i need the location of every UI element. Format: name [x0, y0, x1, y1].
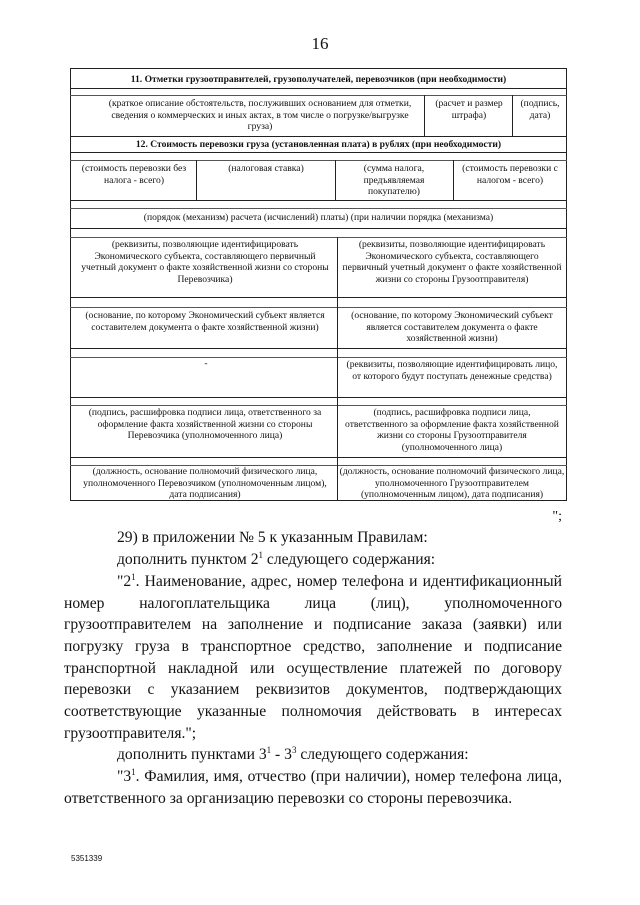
item-2-1-line-8: грузоотправителя."; — [64, 725, 197, 742]
cost-with-tax-label: (стоимость перевозки с налогом - всего) — [462, 163, 558, 186]
basis-left-label: (основание, по которому Экономический субъект является составителем документа о факте хозяйственной жизни) — [85, 310, 325, 333]
paragraph-29: 29) в приложении № 5 к указанным Правилам: — [117, 529, 428, 546]
item-2-1-line-3: грузоотправителем на заполнение и подписание заказа (заявки) или — [64, 616, 562, 633]
carrier-position-label: (должность, основание полномочий физического лица, уполномоченного Перевозчиком (уполномоченным лицом), дата подписания) — [83, 466, 327, 501]
section-11-title: 11. Отметки грузоотправителей, грузополучателей, перевозчиков (при необходимости) — [130, 74, 507, 85]
fine-calc-label: (расчет и размер штрафа) — [435, 98, 503, 121]
add-item-2-1: дополнить пунктом $2^1$ следующего содержания: — [117, 549, 436, 568]
empty-mark: - — [204, 358, 208, 369]
item-3-1-line-2: ответственного за организацию перевозки со стороны перевозчика. — [64, 790, 513, 807]
item-2-1-line-5: транспортной накладной или осуществление платежей по договору — [64, 660, 562, 677]
carrier-signature-label: (подпись, расшифровка подписи лица, ответственного за оформление факта хозяйственной жизни со стороны Перевозчика (уполномоченного лица) — [88, 407, 322, 442]
section-12-title: 12. Стоимость перевозки груза (установленная плата) в рублях (при необходимости) — [135, 139, 502, 150]
shipper-position-label: (должность, основание полномочий физического лица, уполномоченного Грузоотправителем (уполномоченным лицом), дата подписания) — [339, 466, 565, 501]
calc-order-label: (порядок (механизм) расчета (исчислений) платы) (при наличии порядка (механизма) — [143, 212, 494, 223]
item-2-1-line-4: погрузку груза в транспортное средство, заполнение и подписание — [64, 638, 562, 655]
item-2-1-line-7: соответствующие указанные полномочия действовать в интересах — [64, 703, 562, 720]
carrier-requisites-label: (реквизиты, позволяющие идентифицировать Экономического субъекта, составляющего первичный учетный документ о факте хозяйственной жизни со стороны Перевозчика) — [81, 239, 329, 285]
cost-without-tax-label: (стоимость перевозки без налога - всего) — [81, 163, 187, 186]
page-number: 16 — [311, 34, 329, 53]
document-code: 5351339 — [71, 854, 103, 863]
item-2-1-line-1: "$2^1$. Наименование, адрес, номер телефона и идентификационный — [117, 571, 562, 590]
tax-sum-label: (сумма налога, предъявляемая покупателю) — [363, 163, 425, 198]
shipper-requisites-label: (реквизиты, позволяющие идентифицировать Экономического субъекта, составляющего первичный учетный документ о факте хозяйственной жизни со стороны Грузоотправителя) — [342, 239, 562, 285]
tax-rate-label: (налоговая ставка) — [228, 163, 304, 174]
incident-description-label: (краткое описание обстоятельств, послуживших основанием для отметки, сведения о коммерческих и иных актах, в том числе о погрузке/выгрузке груза) — [108, 98, 412, 133]
add-items-3-1-3-3: дополнить пунктами $3^1 - 3^3$ следующего содержания: — [117, 744, 469, 763]
shipper-signature-label: (подпись, расшифровка подписи лица, ответственного за оформление факта хозяйственной жизни со стороны Грузоотправителя (уполномоченного лица) — [345, 407, 559, 453]
closing-quote: "; — [552, 509, 562, 524]
payee-requisites-label: (реквизиты, позволяющие идентифицировать лицо, от которого будут поступать денежные средства) — [346, 359, 558, 382]
sign-date-label: (подпись, дата) — [520, 98, 560, 121]
item-3-1-line-1: "$3^1$. Фамилия, имя, отчество (при наличии), номер телефона лица, — [117, 766, 562, 785]
item-2-1-line-6: перевозки с указанием реквизитов документов, подтверждающих — [64, 681, 562, 698]
basis-right-label: (основание, по которому Экономический субъект является составителем документа о факте хозяйственной жизни) — [351, 310, 553, 345]
item-2-1-line-2: номер налогоплательщика лица (лиц), уполномоченного — [64, 595, 562, 612]
